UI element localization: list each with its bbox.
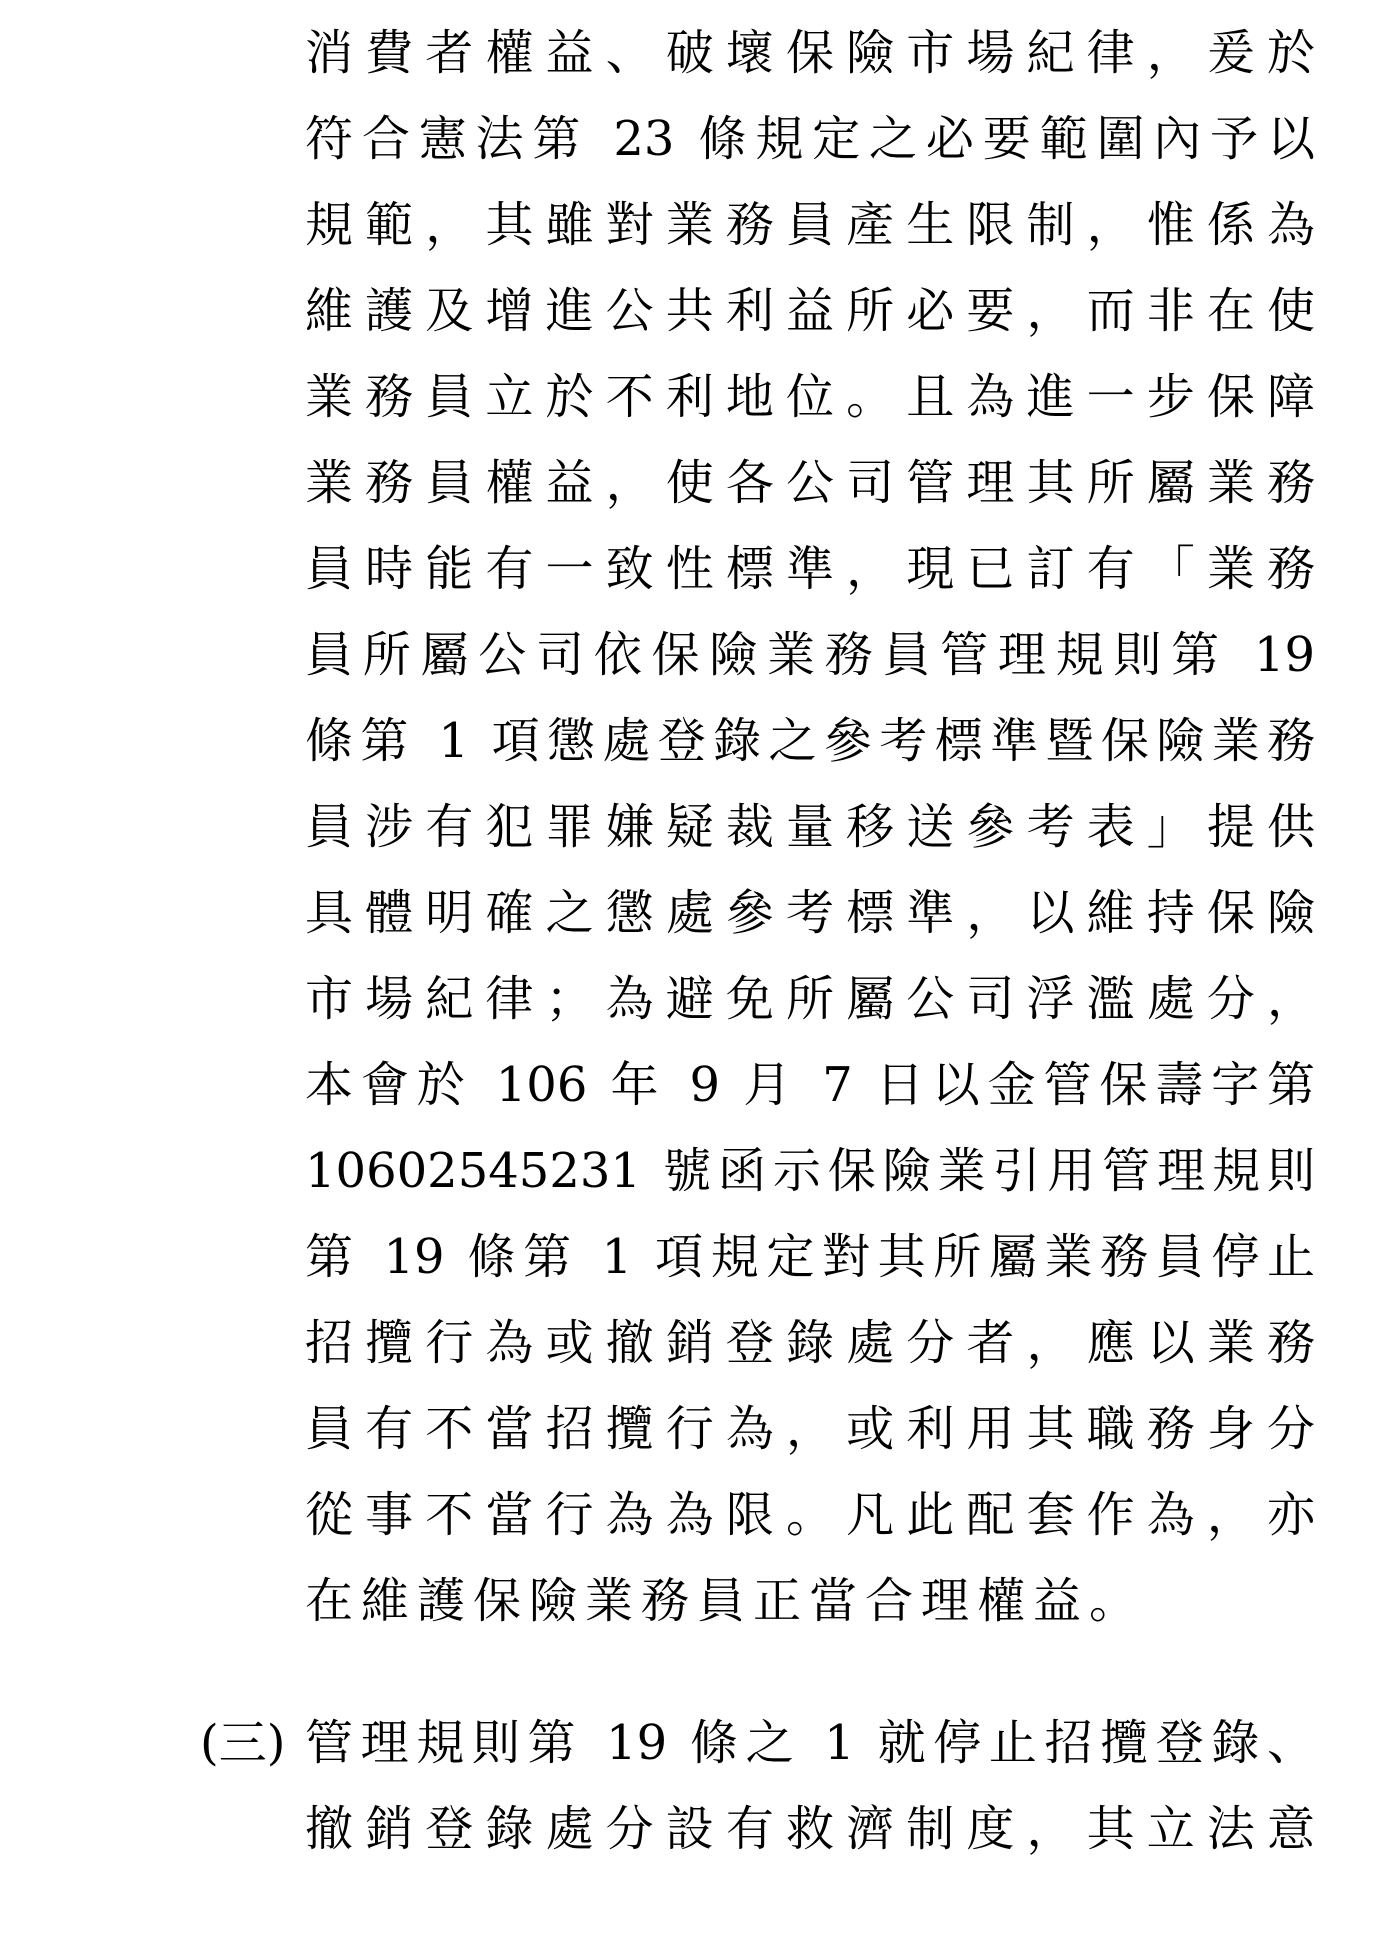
paragraph-line-19: 在維護保險業務員正當合理權益。 (305, 1573, 1146, 1629)
paragraph-line-9: 條第 1 項懲處登錄之參考標準暨保險業務 (305, 713, 1315, 769)
paragraph-line-1: 消費者權益、破壞保險市場紀律，爰於 (305, 25, 1315, 81)
paragraph-line-14: 10602545231 號函示保險業引用管理規則 (305, 1143, 1315, 1199)
paragraph-line-6: 業務員權益，使各公司管理其所屬業務 (305, 455, 1315, 511)
paragraph-line-3: 規範，其雖對業務員產生限制，惟係為 (305, 197, 1315, 253)
paragraph-line-10: 員涉有犯罪嫌疑裁量移送參考表」提供 (305, 799, 1315, 855)
paragraph-line-18: 從事不當行為為限。凡此配套作為，亦 (305, 1487, 1315, 1543)
paragraph-line-2: 符合憲法第 23 條規定之必要範圍內予以 (305, 111, 1315, 167)
paragraph-line-11: 具體明確之懲處參考標準，以維持保險 (305, 885, 1315, 941)
paragraph-line-4: 維護及增進公共利益所必要，而非在使 (305, 283, 1315, 339)
paragraph-line-16: 招攬行為或撤銷登錄處分者，應以業務 (305, 1315, 1315, 1371)
section-three (200, 1700, 1315, 1872)
paragraph-line-8: 員所屬公司依保險業務員管理規則第 19 (305, 627, 1315, 683)
paragraph-line-7: 員時能有一致性標準，現已訂有「業務 (305, 541, 1315, 597)
paragraph-line-13: 本會於 106 年 9 月 7 日以金管保壽字第 (305, 1057, 1315, 1113)
section-three-heading-row (200, 1700, 1315, 1786)
section-marker: (三) (200, 1715, 286, 1771)
paragraph-line-15: 第 19 條第 1 項規定對其所屬業務員停止 (305, 1229, 1315, 1285)
paragraph-line-17: 員有不當招攬行為，或利用其職務身分 (305, 1401, 1315, 1457)
paragraph-body (305, 10, 1315, 1644)
paragraph-line-5: 業務員立於不利地位。且為進一步保障 (305, 369, 1315, 425)
section-three-line-1: 管理規則第 19 條之 1 就停止招攬登錄、 (305, 1715, 1315, 1771)
paragraph-line-12: 市場紀律；為避免所屬公司浮濫處分， (305, 971, 1315, 1027)
section-three-line-2: 撤銷登錄處分設有救濟制度，其立法意 (305, 1801, 1315, 1857)
